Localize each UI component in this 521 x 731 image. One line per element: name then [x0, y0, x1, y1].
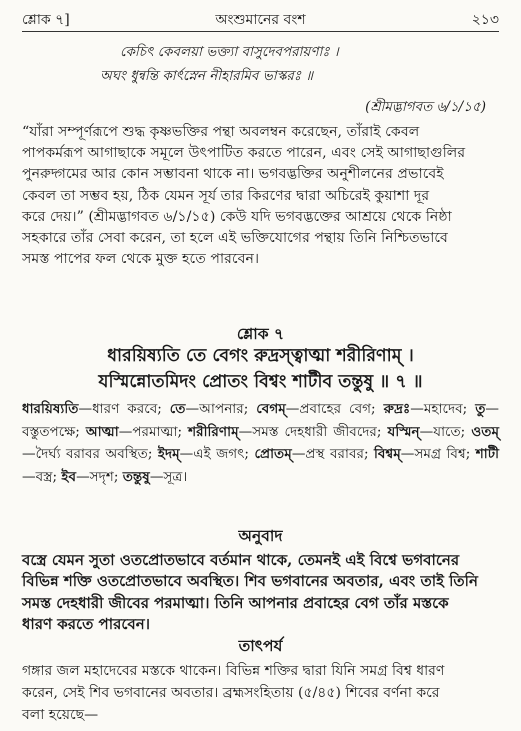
synonym-word: ইব [61, 468, 77, 485]
synonym-word: তু [475, 401, 486, 417]
intro-line: পুনরুদ্গমের আর কোন সম্ভাবনা থাকে না। ভগবদ্ভক্তির অনুশীলনের প্রভাবেই [22, 166, 444, 183]
verse-line-1: ধারয়িষ্যতি তে বেগং রুদ্রস্ত্বাত্মা শরীরিণাম্ । [107, 346, 414, 366]
synonym-entry: শরীরিণাম্—সমস্ত দেহধারী জীবদের; [188, 423, 382, 440]
synonym-word: শাটী [475, 446, 500, 462]
intro-line: কেবল তা সম্ভব হয়, ঠিক যেমন সূর্য তার কিরণের দ্বারা অচিরেই কুয়াশা দূর [22, 187, 430, 204]
synonym-entry: তু—বস্তুতপক্ষে; [22, 401, 499, 440]
translation-text [22, 550, 499, 635]
synonym-meaning: প্রস্থ বরাবর; [305, 446, 369, 462]
synonym-entry: ইদম্—এই জগৎ; [157, 446, 250, 462]
purport-line: করেন, সেই শিব ভগবানের অবতার। ব্রহ্মসংহিতায় (৫/৪৫) শিবের বর্ণনা করে [22, 685, 440, 701]
synonym-word: শরীরিণাম্ [188, 423, 239, 440]
purport-line: গঙ্গার জল মহাদেবের মস্তকে থাকেন। বিভিন্ন শক্তির দ্বারা যিনি সমগ্র বিশ্ব ধারণ [22, 663, 445, 679]
synonym-entry: বিশ্বম্—সমগ্র বিশ্ব; [374, 446, 471, 462]
synonym-meaning: সমস্ত দেহধারী জীবদের; [252, 423, 382, 440]
synonym-meaning: দৈর্ঘ্য বরাবর অবস্থিত; [35, 446, 153, 462]
synonym-word: তে [169, 401, 186, 417]
synonym-entry: ধারয়িষ্যতি—ধারণ করবে; [22, 401, 162, 417]
synonym-entry: তে—আপনার; [169, 401, 249, 417]
synonym-meaning: পরমাত্মা; [132, 423, 183, 440]
synonym-word: ইদম্ [157, 446, 180, 462]
synonym-word: বিশ্বম্ [374, 446, 401, 462]
synonym-entry: ইব—সদৃশ; [61, 468, 119, 485]
synonym-word: বেগম্ [256, 401, 286, 417]
synonym-entry: প্রোতম্—প্রস্থ বরাবর; [254, 446, 369, 462]
verse-line-2: যস্মিন্নোতমিদং প্রোতং বিশ্বং শাটীব তন্তুষু ॥ ৭ ॥ [98, 372, 423, 392]
purport-text [22, 660, 499, 726]
synonym-meaning: বস্ত্র; [35, 468, 58, 485]
synonym-entry: আত্মা—পরমাত্মা; [85, 423, 183, 440]
translation-line: ধারণ করতে পারবেন। [22, 614, 151, 633]
intro-paragraph [22, 122, 499, 270]
synonym-meaning: আপনার; [199, 401, 249, 417]
synonym-word: ধারয়িষ্যতি [22, 401, 79, 417]
synonym-meaning: বস্তুতপক্ষে; [22, 423, 80, 440]
synonym-meaning: ধারণ করবে; [92, 401, 162, 417]
translation-line: সমস্ত দেহধারী জীবের পরমাত্মা। তিনি আপনার প্রবাহের বেগ তাঁর মস্তকে [22, 593, 449, 612]
synonym-meaning: সদৃশ; [89, 468, 119, 485]
synonym-word: রুদ্রঃ [383, 401, 411, 417]
intro-line: সহকারে তাঁর সেবা করেন, তা হলে এই ভক্তিযোগের পন্থায় তিনি নিশ্চিতভাবে [22, 230, 448, 247]
intro-line: করে দেয়।” (শ্রীমদ্ভাগবত ৬/১/১৫) কেউ যদি ভগবদ্ভক্তের আশ্রয়ে থেকে নিষ্ঠা [22, 208, 452, 225]
synonym-meaning: সমগ্র বিশ্ব; [414, 446, 471, 462]
synonym-word: তন্তুষু [122, 468, 150, 485]
header-rule [22, 31, 499, 32]
header-verse-ref: শ্লোক ৭] [22, 12, 70, 28]
quote-citation: (শ্রীমদ্ভাগবত ৬/১/১৫) [365, 99, 486, 115]
synonym-entry: শাটী—বস্ত্র; [22, 446, 500, 485]
intro-line: পাপকর্মরূপ আগাছাকে সমূলে উৎপাটিত করতে পারেন, এবং সেই আগাছাগুলির [22, 145, 466, 162]
verse-heading: শ্লোক ৭ [236, 324, 285, 343]
page-number: ২১৩ [471, 12, 499, 28]
header-chapter-title: অংশুমানের বংশ [215, 12, 306, 28]
synonym-word: যস্মিন্ [387, 423, 420, 440]
synonym-meaning: মহাদেব; [423, 401, 468, 417]
synonym-word: আত্মা [85, 423, 119, 440]
synonym-entry: তন্তুষু—সূত্র। [122, 468, 188, 485]
synonym-meaning: প্রবাহের বেগ; [299, 401, 376, 417]
synonym-word: ওতম্ [471, 423, 499, 440]
synonym-entry: বেগম্—প্রবাহের বেগ; [256, 401, 376, 417]
quote-line-2: অঘং ধুন্বন্তি কার্ৎস্নেন নীহারমিব ভাস্করঃ ॥ [100, 68, 313, 84]
intro-line: সমস্ত পাপের ফল থেকে মুক্ত হতে পারবেন। [22, 251, 260, 268]
synonym-meaning: এই জগৎ; [193, 446, 250, 462]
purport-line: বলা হয়েছে— [22, 707, 99, 723]
synonym-meaning: সূত্র। [163, 468, 188, 485]
synonym-entry: যস্মিন্—যাতে; [387, 423, 466, 440]
synonym-entry: ওতম্—দৈর্ঘ্য বরাবর অবস্থিত; [22, 423, 499, 462]
translation-line: বিভিন্ন শক্তি ওতপ্রোতভাবে অবস্থিত। শিব ভগবানের অবতার, এবং তাই তিনি [22, 572, 478, 591]
synonym-meaning: যাতে; [433, 423, 466, 440]
running-header [22, 8, 499, 30]
intro-line: “যাঁরা সম্পূর্ণরূপে শুদ্ধ কৃষ্ণভক্তির পন্থা অবলম্বন করেছেন, তাঁরাই কেবল [22, 124, 420, 140]
synonym-entry: রুদ্রঃ—মহাদেব; [383, 401, 468, 417]
translation-line: বস্ত্রে যেমন সুতা ওতপ্রোতভাবে বর্তমান থাকে, তেমনই এই বিশ্বে ভগবানের [22, 551, 460, 569]
purport-heading: তাৎপর্য [238, 636, 283, 655]
quote-line-1: কেচিৎ কেবলয়া ভক্ত্যা বাসুদেবপরায়ণাঃ । [120, 44, 339, 60]
translation-heading: অনুবাদ [238, 526, 283, 545]
word-synonyms [22, 398, 499, 488]
synonym-word: প্রোতম্ [254, 446, 292, 462]
